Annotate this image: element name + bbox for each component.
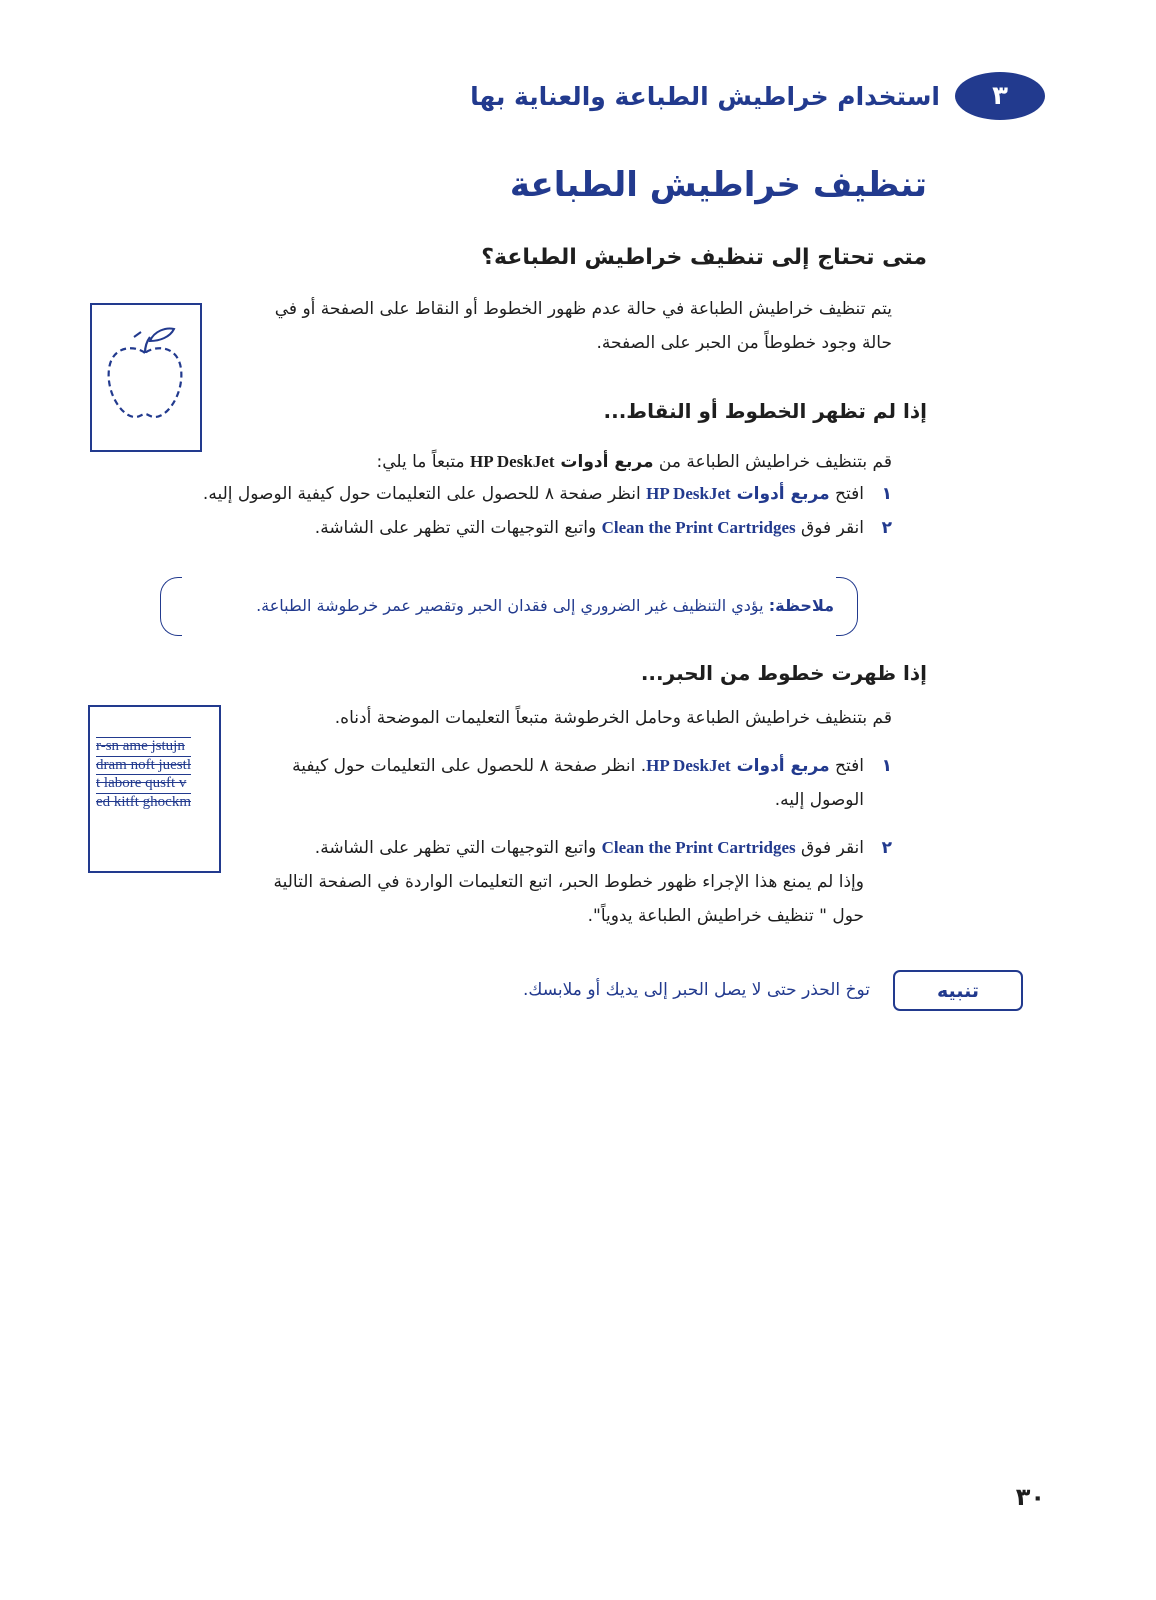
streaked-page-illustration xyxy=(88,705,221,873)
step-followup: وإذا لم يمنع هذا الإجراء ظهور خطوط الحبر، اتبع التعليمات الواردة في الصفحة التالية حول " تنظيف خراطيش الطباعة يدوياً". xyxy=(273,872,864,926)
intro-text: قم بتنظيف خراطيش الطباعة من xyxy=(653,452,892,472)
no-lines-heading: إذا لم تظهر الخطوط أو النقاط... xyxy=(603,399,927,423)
apple-icon xyxy=(92,305,200,450)
toolbox-name-en: HP DeskJet xyxy=(646,756,731,775)
toolbox-name xyxy=(646,756,830,776)
sample-line: ed kitft ghockm xyxy=(96,793,191,810)
caution-label: تنبيه xyxy=(937,979,979,1002)
toolbox-name xyxy=(646,484,830,504)
chapter-title: استخدام خراطيش الطباعة والعناية بها xyxy=(470,82,940,111)
ink-streaks-step-2 xyxy=(242,831,892,933)
toolbox-name-en: HP DeskJet xyxy=(469,452,555,471)
sample-line: dram noft juestl xyxy=(96,756,191,773)
step-text-end: واتبع التوجيهات التي تظهر على الشاشة. xyxy=(314,518,602,538)
step-text xyxy=(122,511,864,545)
command-name: Clean the Print Cartridges xyxy=(601,518,796,537)
streaked-sample-text xyxy=(96,737,191,811)
note-text: يؤدي التنظيف غير الضروري إلى فقدان الحبر وتقصير عمر خرطوشة الطباعة. xyxy=(256,596,769,615)
chapter-number-badge xyxy=(955,72,1045,120)
sample-line: r-sn ame jstujn xyxy=(96,737,191,756)
sample-line: t labore qusft v xyxy=(96,774,191,793)
step-text xyxy=(242,749,864,817)
command-name: Clean the Print Cartridges xyxy=(601,838,796,857)
step-text-start: افتح xyxy=(829,756,864,776)
intro-text-end: متبعاً ما يلي: xyxy=(376,452,470,472)
note-bracket-right xyxy=(836,577,858,636)
toolbox-name-en: HP DeskJet xyxy=(646,484,731,503)
step-number: ٢ xyxy=(881,838,892,858)
toolbox-name-ar: مربع أدوات xyxy=(736,484,830,504)
step-number: ١ xyxy=(881,484,892,504)
toolbox-name xyxy=(470,452,654,472)
step-number: ٢ xyxy=(881,518,892,538)
when-heading: متى تحتاج إلى تنظيف خراطيش الطباعة؟ xyxy=(481,245,927,270)
step-text-start: انقر فوق xyxy=(795,838,864,858)
ink-streaks-step-1 xyxy=(242,749,892,817)
page-title: تنظيف خراطيش الطباعة xyxy=(509,165,927,205)
page-number: ٣٠ xyxy=(1015,1483,1045,1511)
step-number: ١ xyxy=(881,756,892,776)
apple-illustration-box xyxy=(90,303,202,452)
step-text-end: انظر صفحة ٨ للحصول على التعليمات حول كيفية الوصول إليه. xyxy=(202,484,647,504)
caution-text: توخ الحذر حتى لا يصل الحبر إلى يديك أو ملابسك. xyxy=(523,980,870,1000)
chapter-number: ٣ xyxy=(992,81,1008,111)
ink-streaks-intro: قم بتنظيف خراطيش الطباعة وحامل الخرطوشة متبعاً التعليمات الموضحة أدناه. xyxy=(334,708,892,728)
ink-streaks-heading: إذا ظهرت خطوط من الحبر... xyxy=(640,661,927,685)
when-paragraph: يتم تنظيف خراطيش الطباعة في حالة عدم ظهور الخطوط أو النقاط على الصفحة أو في حالة وجود خطوطاً من الحبر على الصفحة. xyxy=(274,299,892,353)
caution-badge xyxy=(893,970,1023,1011)
note-label: ملاحظة: xyxy=(768,596,834,615)
step-text xyxy=(242,831,864,933)
toolbox-name-ar: مربع أدوات xyxy=(736,756,830,776)
note xyxy=(179,589,834,623)
toolbox-name-ar: مربع أدوات xyxy=(560,452,654,472)
step-text xyxy=(122,477,864,511)
step-text-end: واتبع التوجيهات التي تظهر على الشاشة. xyxy=(314,838,602,858)
no-lines-intro xyxy=(192,445,892,479)
no-lines-step-1 xyxy=(122,477,892,511)
step-text-end: . انظر صفحة ٨ للحصول على التعليمات حول كيفية الوصول إليه. xyxy=(292,756,864,810)
step-text-start: افتح xyxy=(829,484,864,504)
no-lines-step-2 xyxy=(122,511,892,545)
step-text-start: انقر فوق xyxy=(795,518,864,538)
